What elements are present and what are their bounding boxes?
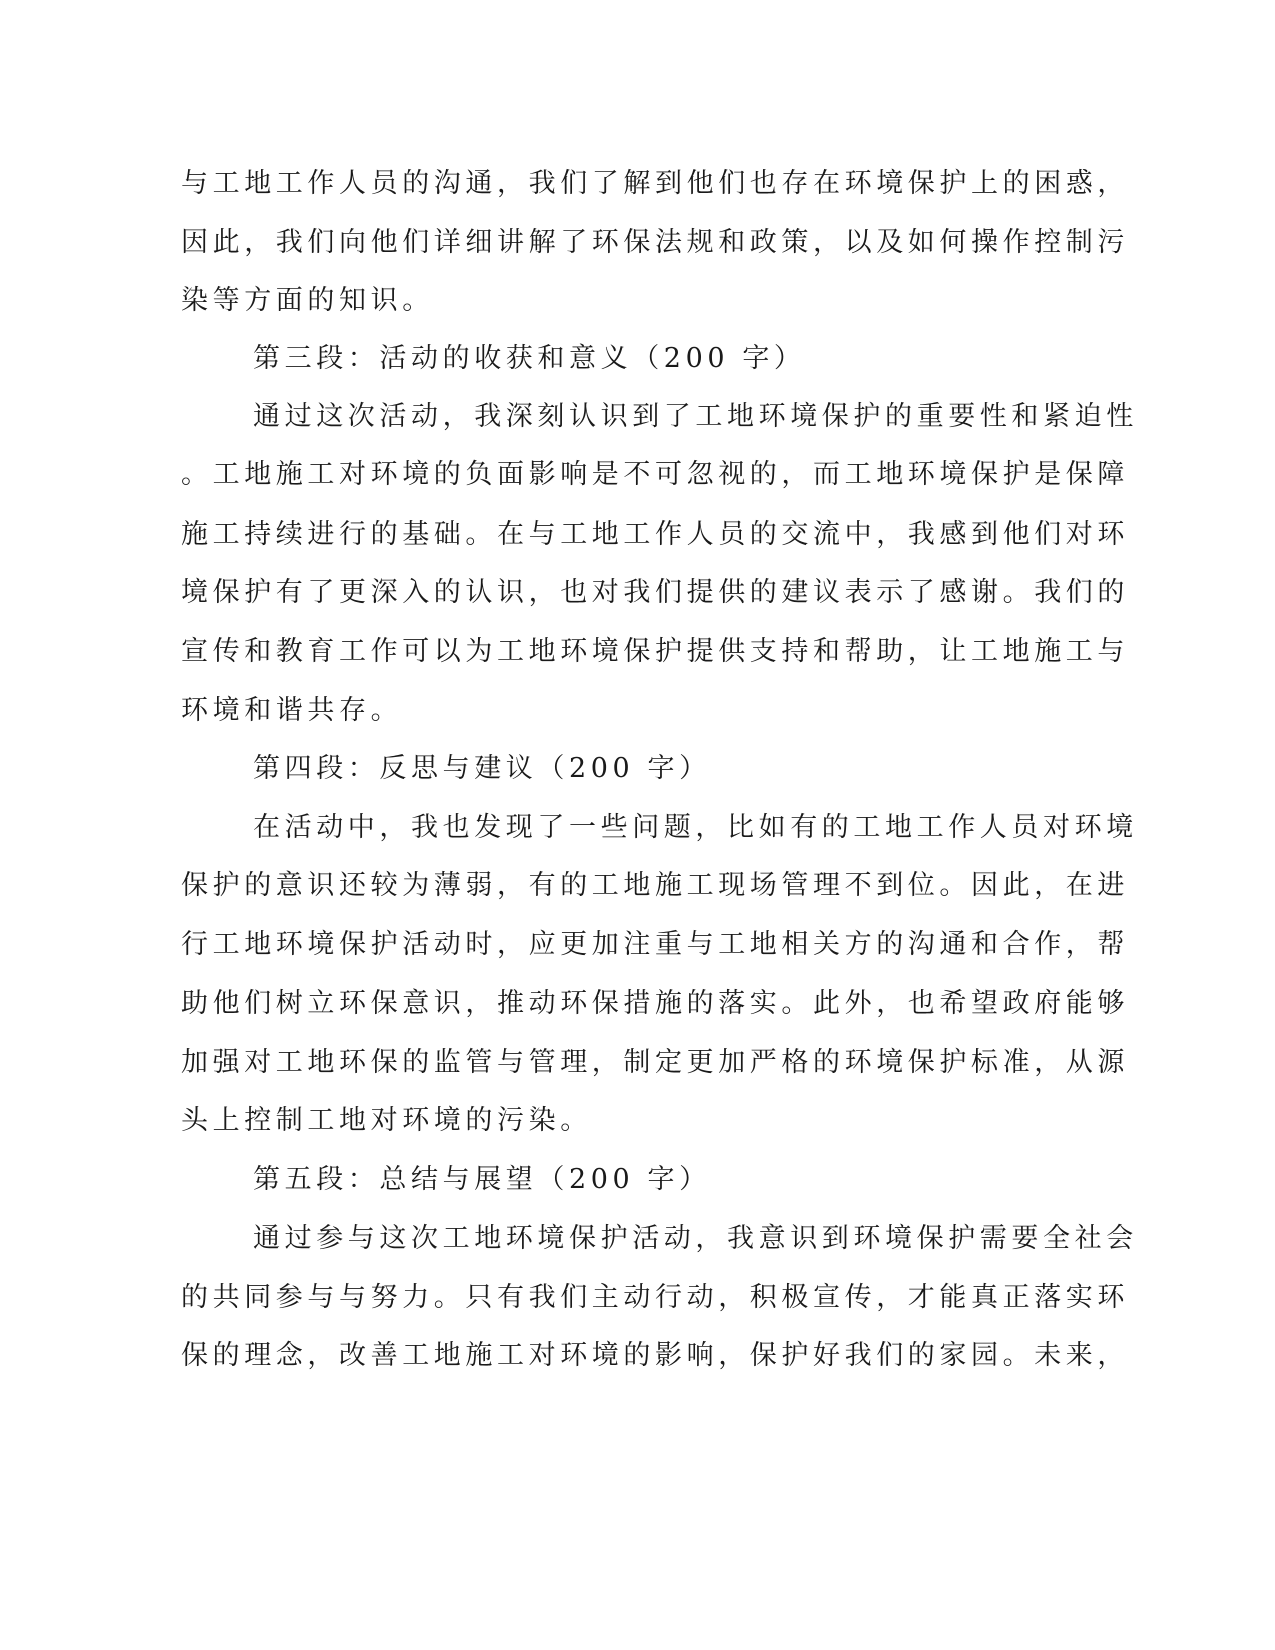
paragraph-line: 与工地工作人员的沟通，我们了解到他们也存在环境保护上的困惑， [181, 168, 1129, 199]
paragraph-line: 。工地施工对环境的负面影响是不可忽视的，而工地环境保护是保障 [181, 459, 1129, 490]
paragraph-line: 加强对工地环保的监管与管理，制定更加严格的环境保护标准，从源 [181, 1047, 1129, 1078]
paragraph-line: 的共同参与与努力。只有我们主动行动，积极宣传，才能真正落实环 [181, 1282, 1129, 1313]
paragraph-line: 通过参与这次工地环境保护活动，我意识到环境保护需要全社会 [253, 1223, 1138, 1254]
paragraph-line: 染等方面的知识。 [181, 285, 434, 316]
paragraph-line: 施工持续进行的基础。在与工地工作人员的交流中，我感到他们对环 [181, 519, 1129, 550]
section-heading-3: 第三段：活动的收获和意义（200 字） [253, 343, 806, 374]
paragraph-line: 宣传和教育工作可以为工地环境保护提供支持和帮助，让工地施工与 [181, 636, 1129, 667]
paragraph-line: 保的理念，改善工地施工对环境的影响，保护好我们的家园。未来， [181, 1340, 1129, 1371]
paragraph-line: 行工地环境保护活动时，应更加注重与工地相关方的沟通和合作，帮 [181, 929, 1129, 960]
section-heading-4: 第四段：反思与建议（200 字） [253, 753, 711, 784]
paragraph-line: 因此，我们向他们详细讲解了环保法规和政策，以及如何操作控制污 [181, 227, 1129, 258]
paragraph-line: 通过这次活动，我深刻认识到了工地环境保护的重要性和紧迫性 [253, 401, 1138, 432]
paragraph-line: 头上控制工地对环境的污染。 [181, 1105, 592, 1136]
paragraph-line: 境保护有了更深入的认识，也对我们提供的建议表示了感谢。我们的 [181, 577, 1129, 608]
paragraph-line: 助他们树立环保意识，推动环保措施的落实。此外，也希望政府能够 [181, 988, 1129, 1019]
section-heading-5: 第五段：总结与展望（200 字） [253, 1164, 711, 1195]
paragraph-line: 保护的意识还较为薄弱，有的工地施工现场管理不到位。因此，在进 [181, 870, 1129, 901]
paragraph-line: 在活动中，我也发现了一些问题，比如有的工地工作人员对环境 [253, 812, 1138, 843]
paragraph-line: 环境和谐共存。 [181, 695, 403, 726]
